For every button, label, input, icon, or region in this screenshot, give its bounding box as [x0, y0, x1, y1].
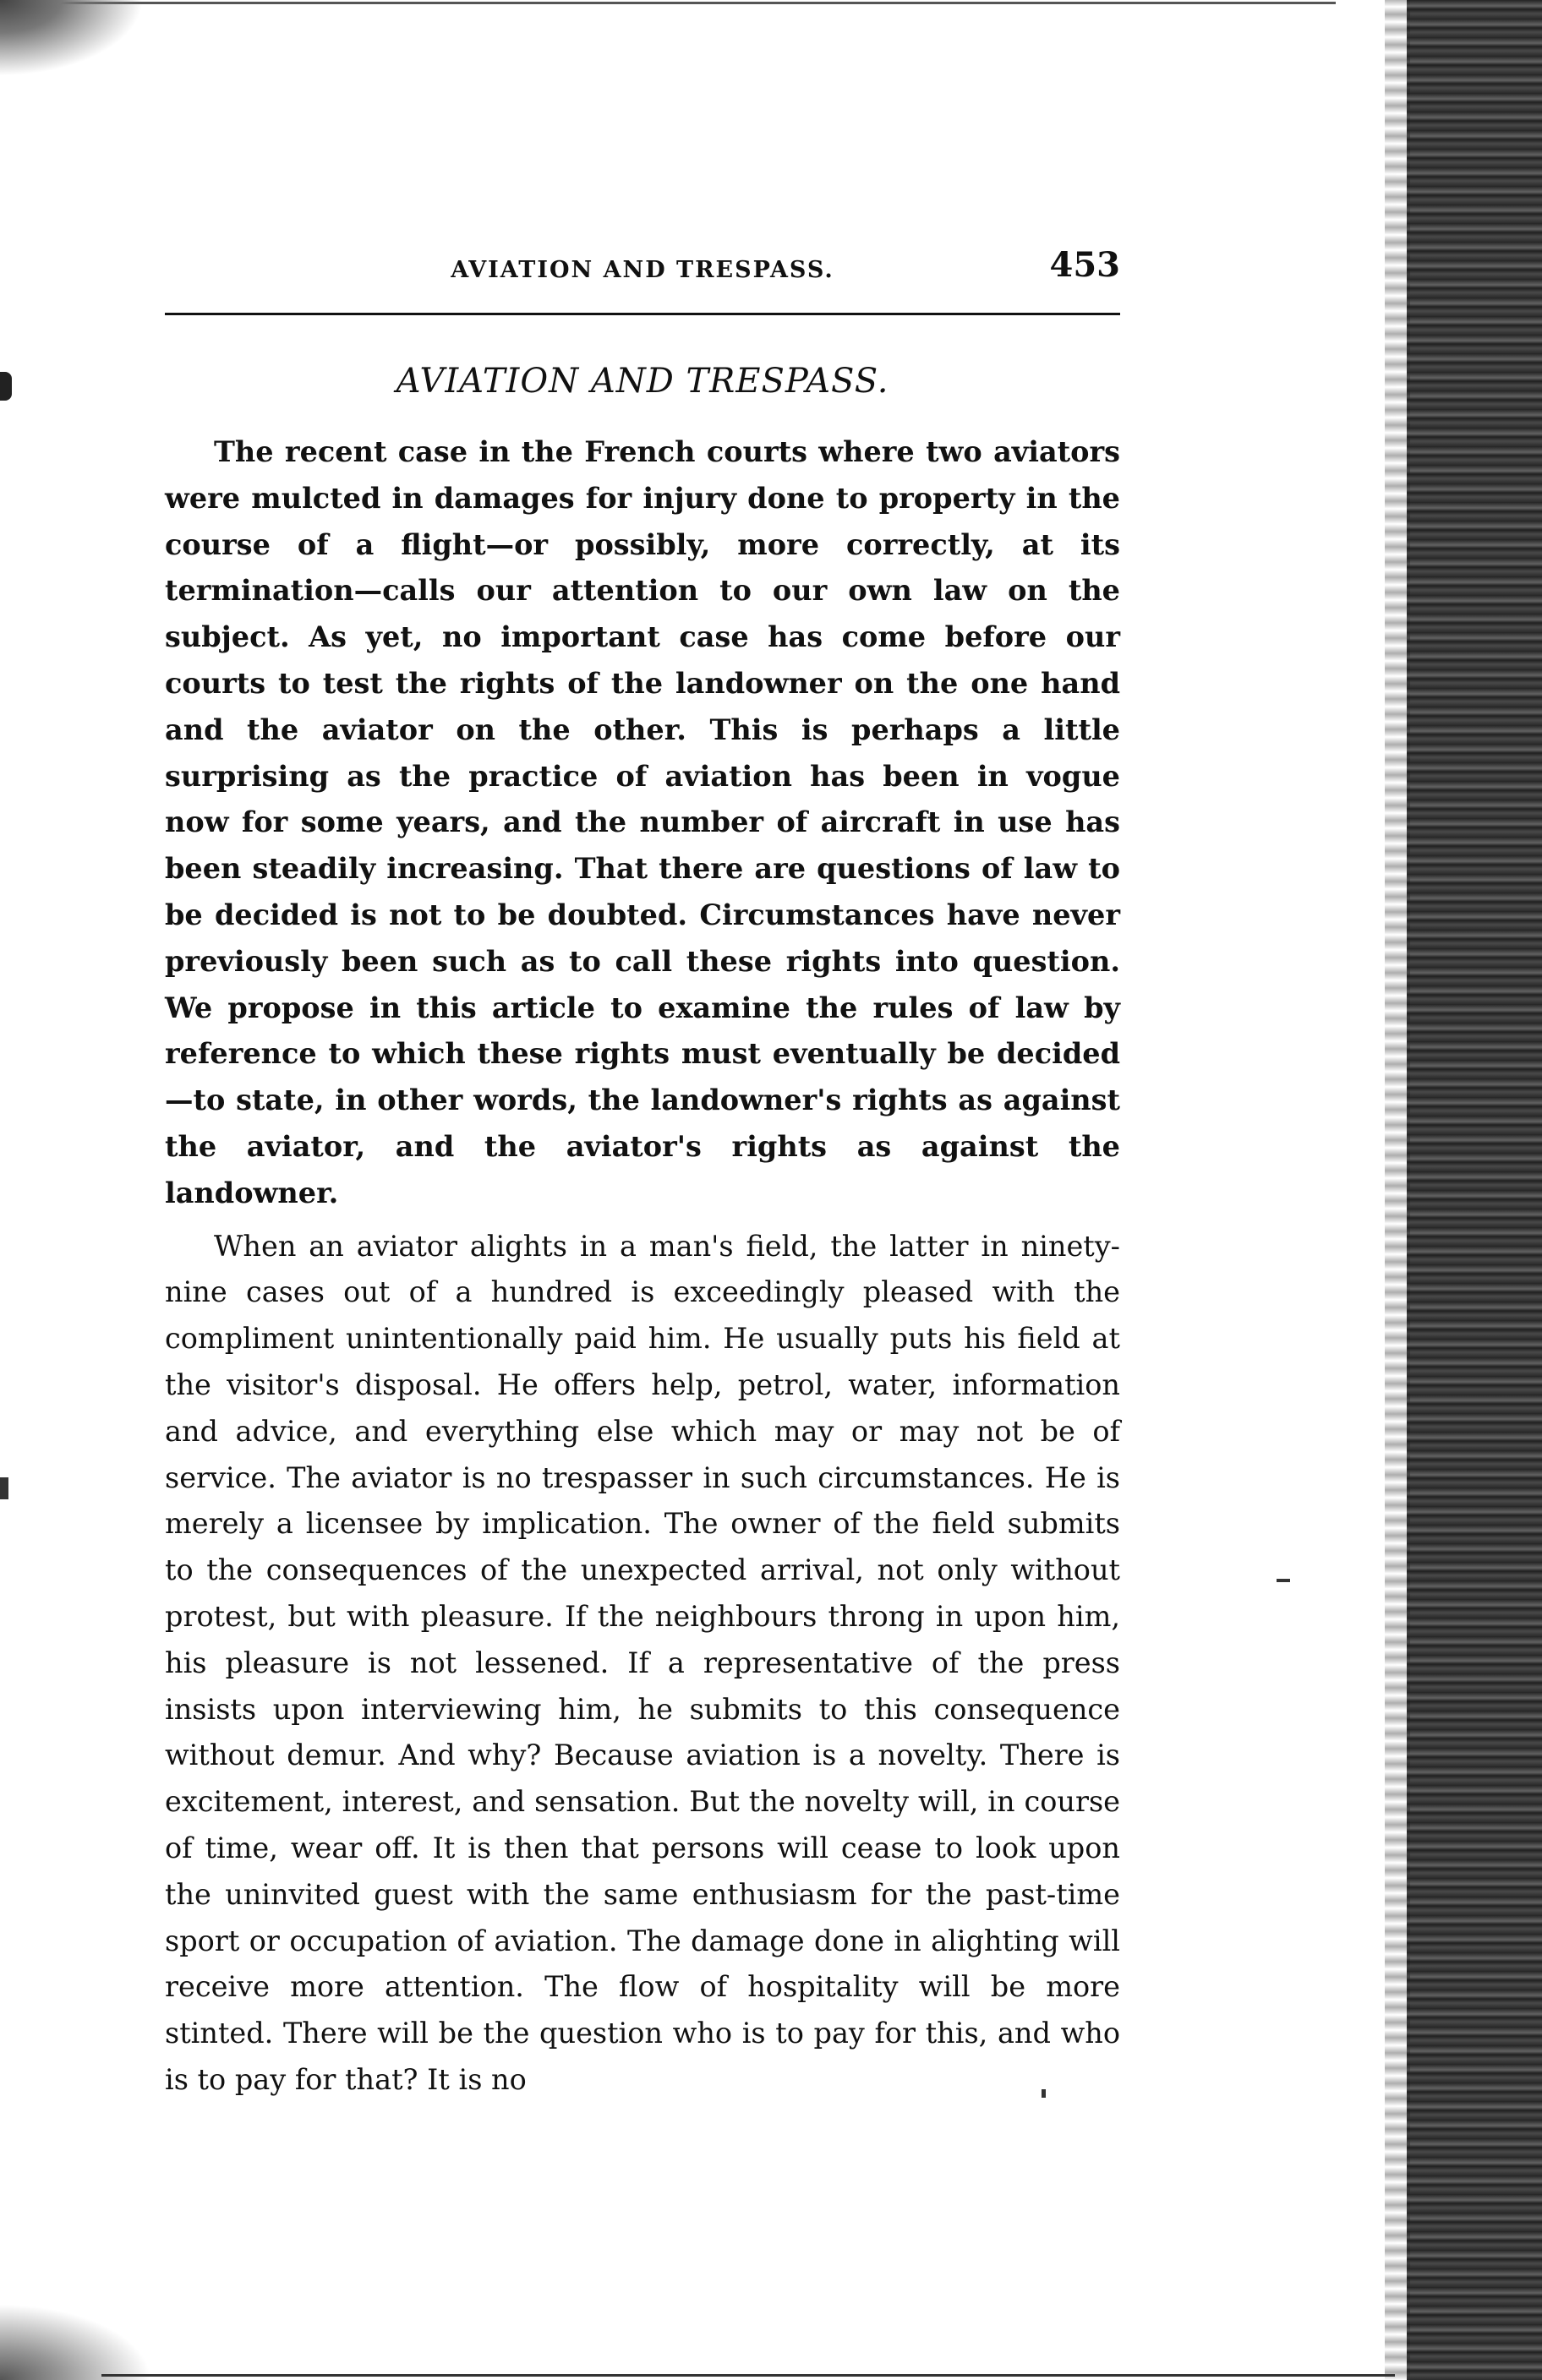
book-page: [165, 245, 1120, 2096]
paragraph: The recent case in the French courts where two aviators were mulcted in damages for injury done to property in the course of a flight—or possibly, more correctly, at its termination—calls our attention to our own law on the subject. As yet, no important case has come before our courts to test the rights of the landowner on the one hand and the aviator on the other. This is perhaps a little surprising as the practice of aviation has been in vogue now for some years, and the number of aircraft in use has been steadily increasing. That there are questions of law to be decided is not to be doubted. Circumstances have never previously been such as to call these rights into question. We propose in this article to examine the rules of law by reference to which these rights must eventually be decided—to state, in other words, the landowner's rights as against the aviator, and the aviator's rights as against the landowner.: [165, 435, 1120, 1209]
scan-top-edge: [34, 2, 1336, 4]
scan-mark: [0, 372, 12, 401]
page-number: 453: [1049, 245, 1120, 285]
article-title: AVIATION AND TRESPASS.: [396, 362, 889, 401]
running-title: AVIATION AND TRESPASS.: [451, 257, 834, 283]
scan-speck: [1277, 1579, 1290, 1582]
running-head: [165, 245, 1120, 292]
scan-corner-shadow-top: [0, 0, 144, 76]
scan-bottom-edge: [101, 2374, 1395, 2377]
header-rule: [165, 313, 1120, 315]
scan-mark: [0, 1477, 8, 1499]
paragraph: When an aviator alights in a man's field, the latter in ninety-nine cases out of a hundred is exceedingly pleased with the compliment unintentionally paid him. He usually puts his field at the visitor's disposal. He offers help, petrol, water, information and advice, and everything else which may or may not be of service. The aviator is no trespasser in such circumstances. He is merely a licensee by implication. The owner of the field submits to the consequences of the unexpected arrival, not only without protest, but with pleasure. If the neighbours throng in upon him, his pleasure is not lessened. If a representative of the press insists upon interviewing him, he submits to this consequence without demur. And why? Because aviation is a novelty. There is excitement, interest, and sensation. But the novelty will, in course of time, wear off. It is then that persons will cease to look upon the uninvited guest with the same enthusiasm for the past-time sport or occupation of aviation. The damage done in alighting will receive more attention. The flow of hospitality will be more stinted. There will be the question who is to pay for this, and who is to pay for that? It is no: [165, 1229, 1120, 2096]
scan-binding-edge: [1407, 0, 1542, 2380]
scan-corner-shadow-bottom: [0, 2304, 152, 2380]
article-body: [165, 429, 1120, 2110]
